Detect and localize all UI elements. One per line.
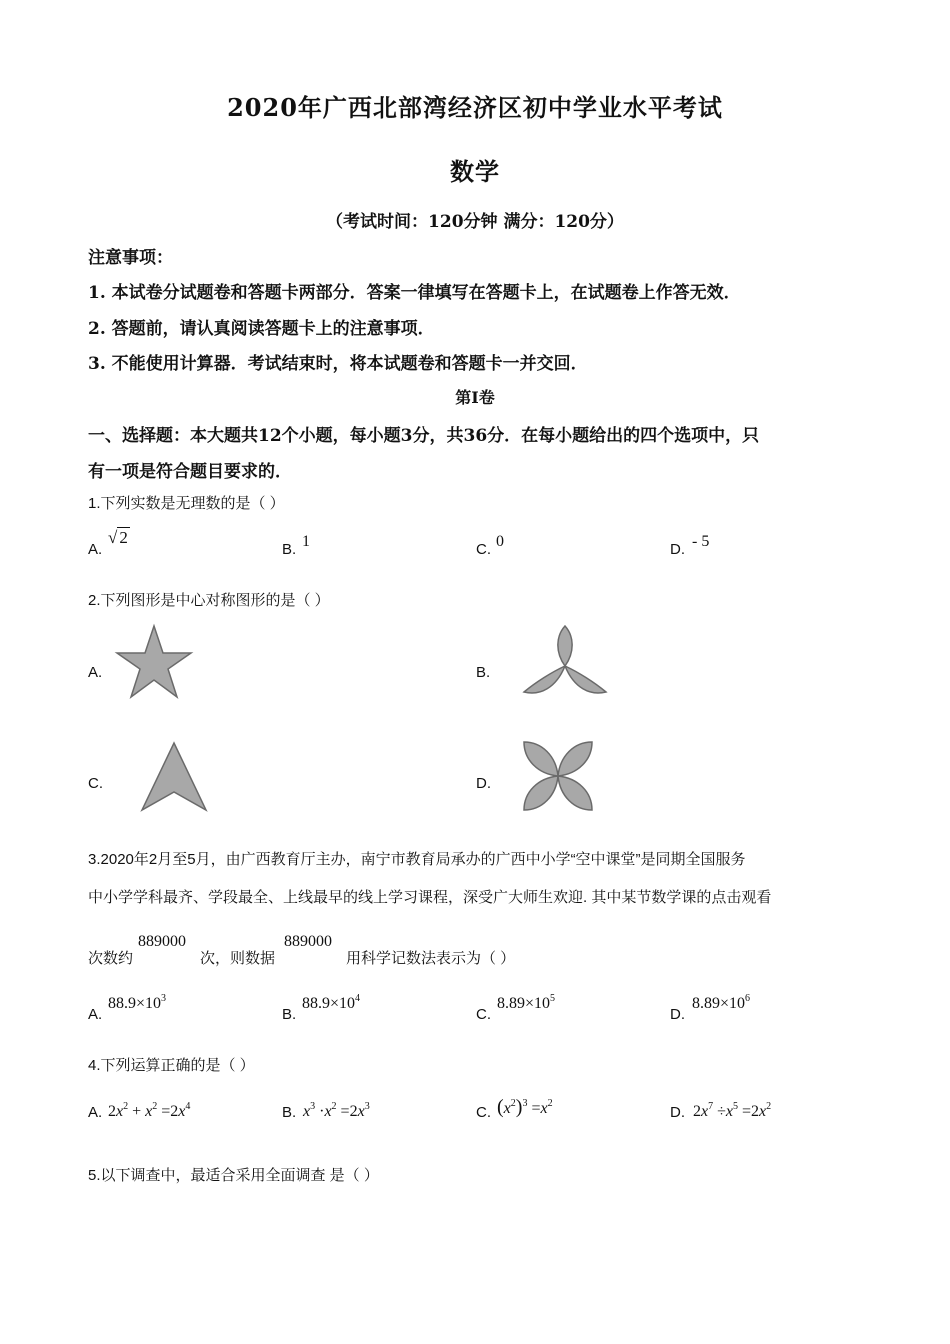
- q3-option-d-value: [692, 995, 750, 1013]
- q4-option-c: C.: [476, 1104, 491, 1121]
- note-item-1: 1. 本试卷分试题卷和答题卡两部分．答案一律填写在答题卡上，在试题卷上作答无效．: [88, 283, 741, 303]
- exam-title: 2020年广西北部湾经济区初中学业水平考试: [227, 93, 723, 122]
- q4-option-c-expr: $(x^2)^3 =x^2$: [497, 1096, 553, 1118]
- notes-heading: 注意事项：: [88, 248, 173, 268]
- q3-option-b-value: [302, 995, 360, 1013]
- q1-option-b-value: 1: [302, 533, 310, 550]
- q3-stem-line3c: 用科学记数法表示为（ ）: [346, 950, 516, 967]
- q3-number-1: 889000: [138, 933, 186, 950]
- q2-option-c: C.: [88, 775, 103, 792]
- q4-option-b-expr: $x^3 \cdot x^2 =2x^3$: [303, 1101, 370, 1120]
- q3-option-d: D.: [670, 1006, 685, 1023]
- option-label: B.: [282, 541, 297, 558]
- option-label: C.: [476, 541, 491, 558]
- radicand: 2: [119, 528, 128, 547]
- q2-option-a: A.: [88, 664, 103, 681]
- q3-stem-line1: 3.2020年2月至5月，由广西教育厅主办，南宁市教育局承办的广西中小学“空中课堂”是同期全国服务: [88, 851, 746, 868]
- q4-stem: 4.下列运算正确的是（ ）: [88, 1057, 255, 1074]
- subject-title: 数学: [450, 157, 500, 186]
- mantissa: 88.9×10: [302, 995, 356, 1012]
- q2-option-b: B.: [476, 664, 491, 681]
- part-label: 第I卷: [455, 388, 495, 407]
- q1-option-c: [476, 541, 491, 558]
- mantissa: 88.9×10: [108, 995, 162, 1012]
- q4-option-d-expr: $2x^7 \div x^5 =2x^2$: [693, 1101, 772, 1120]
- q1-option-a: [88, 541, 102, 558]
- exponent: 3: [161, 993, 167, 1004]
- q3-stem-line3b: 次，则数据: [200, 950, 276, 967]
- q3-number-2: 889000: [284, 933, 332, 950]
- q1-option-a-value: [108, 528, 130, 548]
- q2-stem: 2.下列图形是中心对称图形的是（ ）: [88, 592, 330, 609]
- q4-option-b: B.: [282, 1104, 297, 1121]
- q3-stem-line2: 中小学学科最齐、学段最全、上线最早的线上学习课程，深受广大师生欢迎. 其中某节数学课的点击观看: [88, 889, 772, 906]
- q1-option-c-value: 0: [496, 533, 504, 550]
- q3-option-a-value: [108, 995, 166, 1013]
- note-item-2: 2. 答题前，请认真阅读答题卡上的注意事项．: [88, 319, 435, 339]
- option-label: D.: [670, 541, 685, 558]
- q3-option-b: B.: [282, 1006, 297, 1023]
- q3-option-a: A.: [88, 1006, 103, 1023]
- q4-option-a-expr: $2x^2 + x^2 =2x^4$: [108, 1101, 191, 1120]
- q1-option-d-value: - 5: [692, 533, 710, 550]
- note-item-3: 3. 不能使用计算器．考试结束时，将本试题卷和答题卡一并交回．: [88, 354, 588, 374]
- exponent: 6: [745, 993, 751, 1004]
- q3-stem-line3a: 次数约: [88, 950, 134, 967]
- mantissa: 8.89×10: [497, 995, 551, 1012]
- exam-info: （考试时间：120分钟 满分：120分）: [326, 212, 624, 232]
- q5-stem: 5.以下调查中，最适合采用全面调查 是（ ）: [88, 1167, 379, 1184]
- exponent: 4: [355, 993, 361, 1004]
- section-heading-line2: 有一项是符合题目要求的．: [88, 462, 292, 482]
- q4-option-d: D.: [670, 1104, 685, 1121]
- section-heading-line1: 一、选择题：本大题共12个小题，每小题3分，共36分．在每小题给出的四个选项中，只: [88, 426, 760, 446]
- sqrt-icon: √: [108, 528, 118, 547]
- q1-option-b: [282, 541, 296, 558]
- q1-option-d: [670, 541, 685, 558]
- q1-stem: 1.下列实数是无理数的是（ ）: [88, 495, 285, 512]
- four-petal-shape-icon: [520, 738, 596, 814]
- arrowhead-shape-icon: [136, 740, 212, 814]
- q4-option-a: A.: [88, 1104, 103, 1121]
- exponent: 5: [550, 993, 556, 1004]
- q3-option-c: C.: [476, 1006, 491, 1023]
- q2-option-d: D.: [476, 775, 491, 792]
- q3-option-c-value: [497, 995, 555, 1013]
- option-label: A.: [88, 541, 103, 558]
- mantissa: 8.89×10: [692, 995, 746, 1012]
- star-shape-icon: [114, 622, 194, 702]
- three-petal-shape-icon: [520, 624, 610, 704]
